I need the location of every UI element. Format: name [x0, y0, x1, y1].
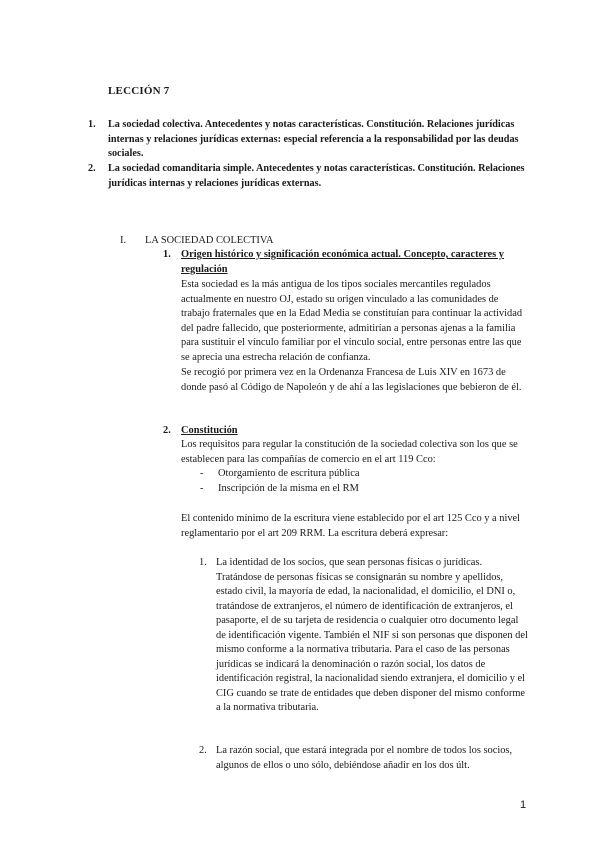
section-title: LA SOCIEDAD COLECTIVA [145, 235, 274, 246]
subsection-title: Origen histórico y significación económica actual. Concepto, caracteres y regulación [181, 249, 505, 275]
topic-text: La sociedad comanditaria simple. Antecedentes y notas características. Constitución. Relaciones jurídicas internas y relaciones jurídicas externas. [108, 163, 525, 189]
requirements-list [200, 467, 520, 496]
list-number: 1. [199, 557, 207, 568]
page-number: 1 [520, 799, 527, 811]
list-item [199, 556, 529, 716]
list-text: La identidad de los socios, que sean personas físicas o jurídicas. Tratándose de personas físicas se consignarán su nombre y apellidos, estado civil, la mayoría de edad, la nacionalidad, el domicilio, el DNI o, tratándose de extranjeros, el número de identificación de extranjeros, el pasaporte, el de su tarjeta de residencia o cualquier otro documento legal de identificación vigente. También el NIF si son personas que disponen del mismo conforme a la normativa tributaria. Para el caso de las personas jurídicas se indicará la denominación o razón social, los datos de identificación registral, la nacionalidad siendo extranjera, el domicilio y el CIG cuando se trate de entidades que deben disponer del mismo conforme a la normativa tributaria. [216, 557, 528, 713]
list-text: La razón social, que estará integrada por el nombre de todos los socios, algunos de ellos o uno sólo, debiéndose añadir en los dos últ. [216, 745, 513, 771]
list-item: - Otorgamiento de escritura pública [200, 468, 360, 479]
list-item [199, 744, 529, 773]
subsection-heading [163, 248, 533, 277]
section-number: I. [120, 235, 127, 246]
topic-item [88, 118, 528, 162]
subsection-heading [163, 424, 533, 439]
topic-item [88, 162, 528, 191]
paragraph: Los requisitos para regular la constitución de la sociedad colectiva son los que se establecen para las compañías de comercio en el art 119 Cco: [181, 439, 518, 465]
list-number: 2. [199, 745, 207, 756]
paragraph: Se recogió por primera vez en la Ordenanza Francesa de Luis XIV en 1673 de donde pasó al Código de Napoleón y de ahí a las legislaciones que bebieron de él. [181, 367, 522, 393]
subsection-number: 1. [163, 249, 171, 260]
list-item: - Inscripción de la misma en el RM [200, 482, 359, 494]
subsection-number: 2. [163, 425, 171, 436]
topic-number: 1. [88, 119, 96, 130]
paragraph: El contenido mínimo de la escritura viene establecido por el art 125 Cco y a nivel reglamentario por el art 209 RRM. La escritura deberá expresar: [181, 513, 521, 539]
topic-number: 2. [88, 163, 96, 174]
subsection-title: Constitución [181, 425, 238, 436]
paragraph: Esta sociedad es la más antigua de los tipos sociales mercantiles regulados actualmente en nuestro OJ, estado su origen vinculado a las comunidades de trabajo fraternales que en la Edad Media se constituían para continuar la actividad del padre fallecido, que posteriormente, admitirían a personas ajenas a la familia para sustituir el vínculo familiar por el vínculo social, entre personas entre las que se aprecia una estrecha relación de confianza. [181, 279, 523, 363]
topic-text: La sociedad colectiva. Antecedentes y notas características. Constitución. Relaciones jurídicas internas y relaciones jurídicas externas: especial referencia a la responsabilidad por las deudas sociales. [108, 119, 519, 159]
lesson-title: LECCIÓN 7 [108, 85, 170, 97]
